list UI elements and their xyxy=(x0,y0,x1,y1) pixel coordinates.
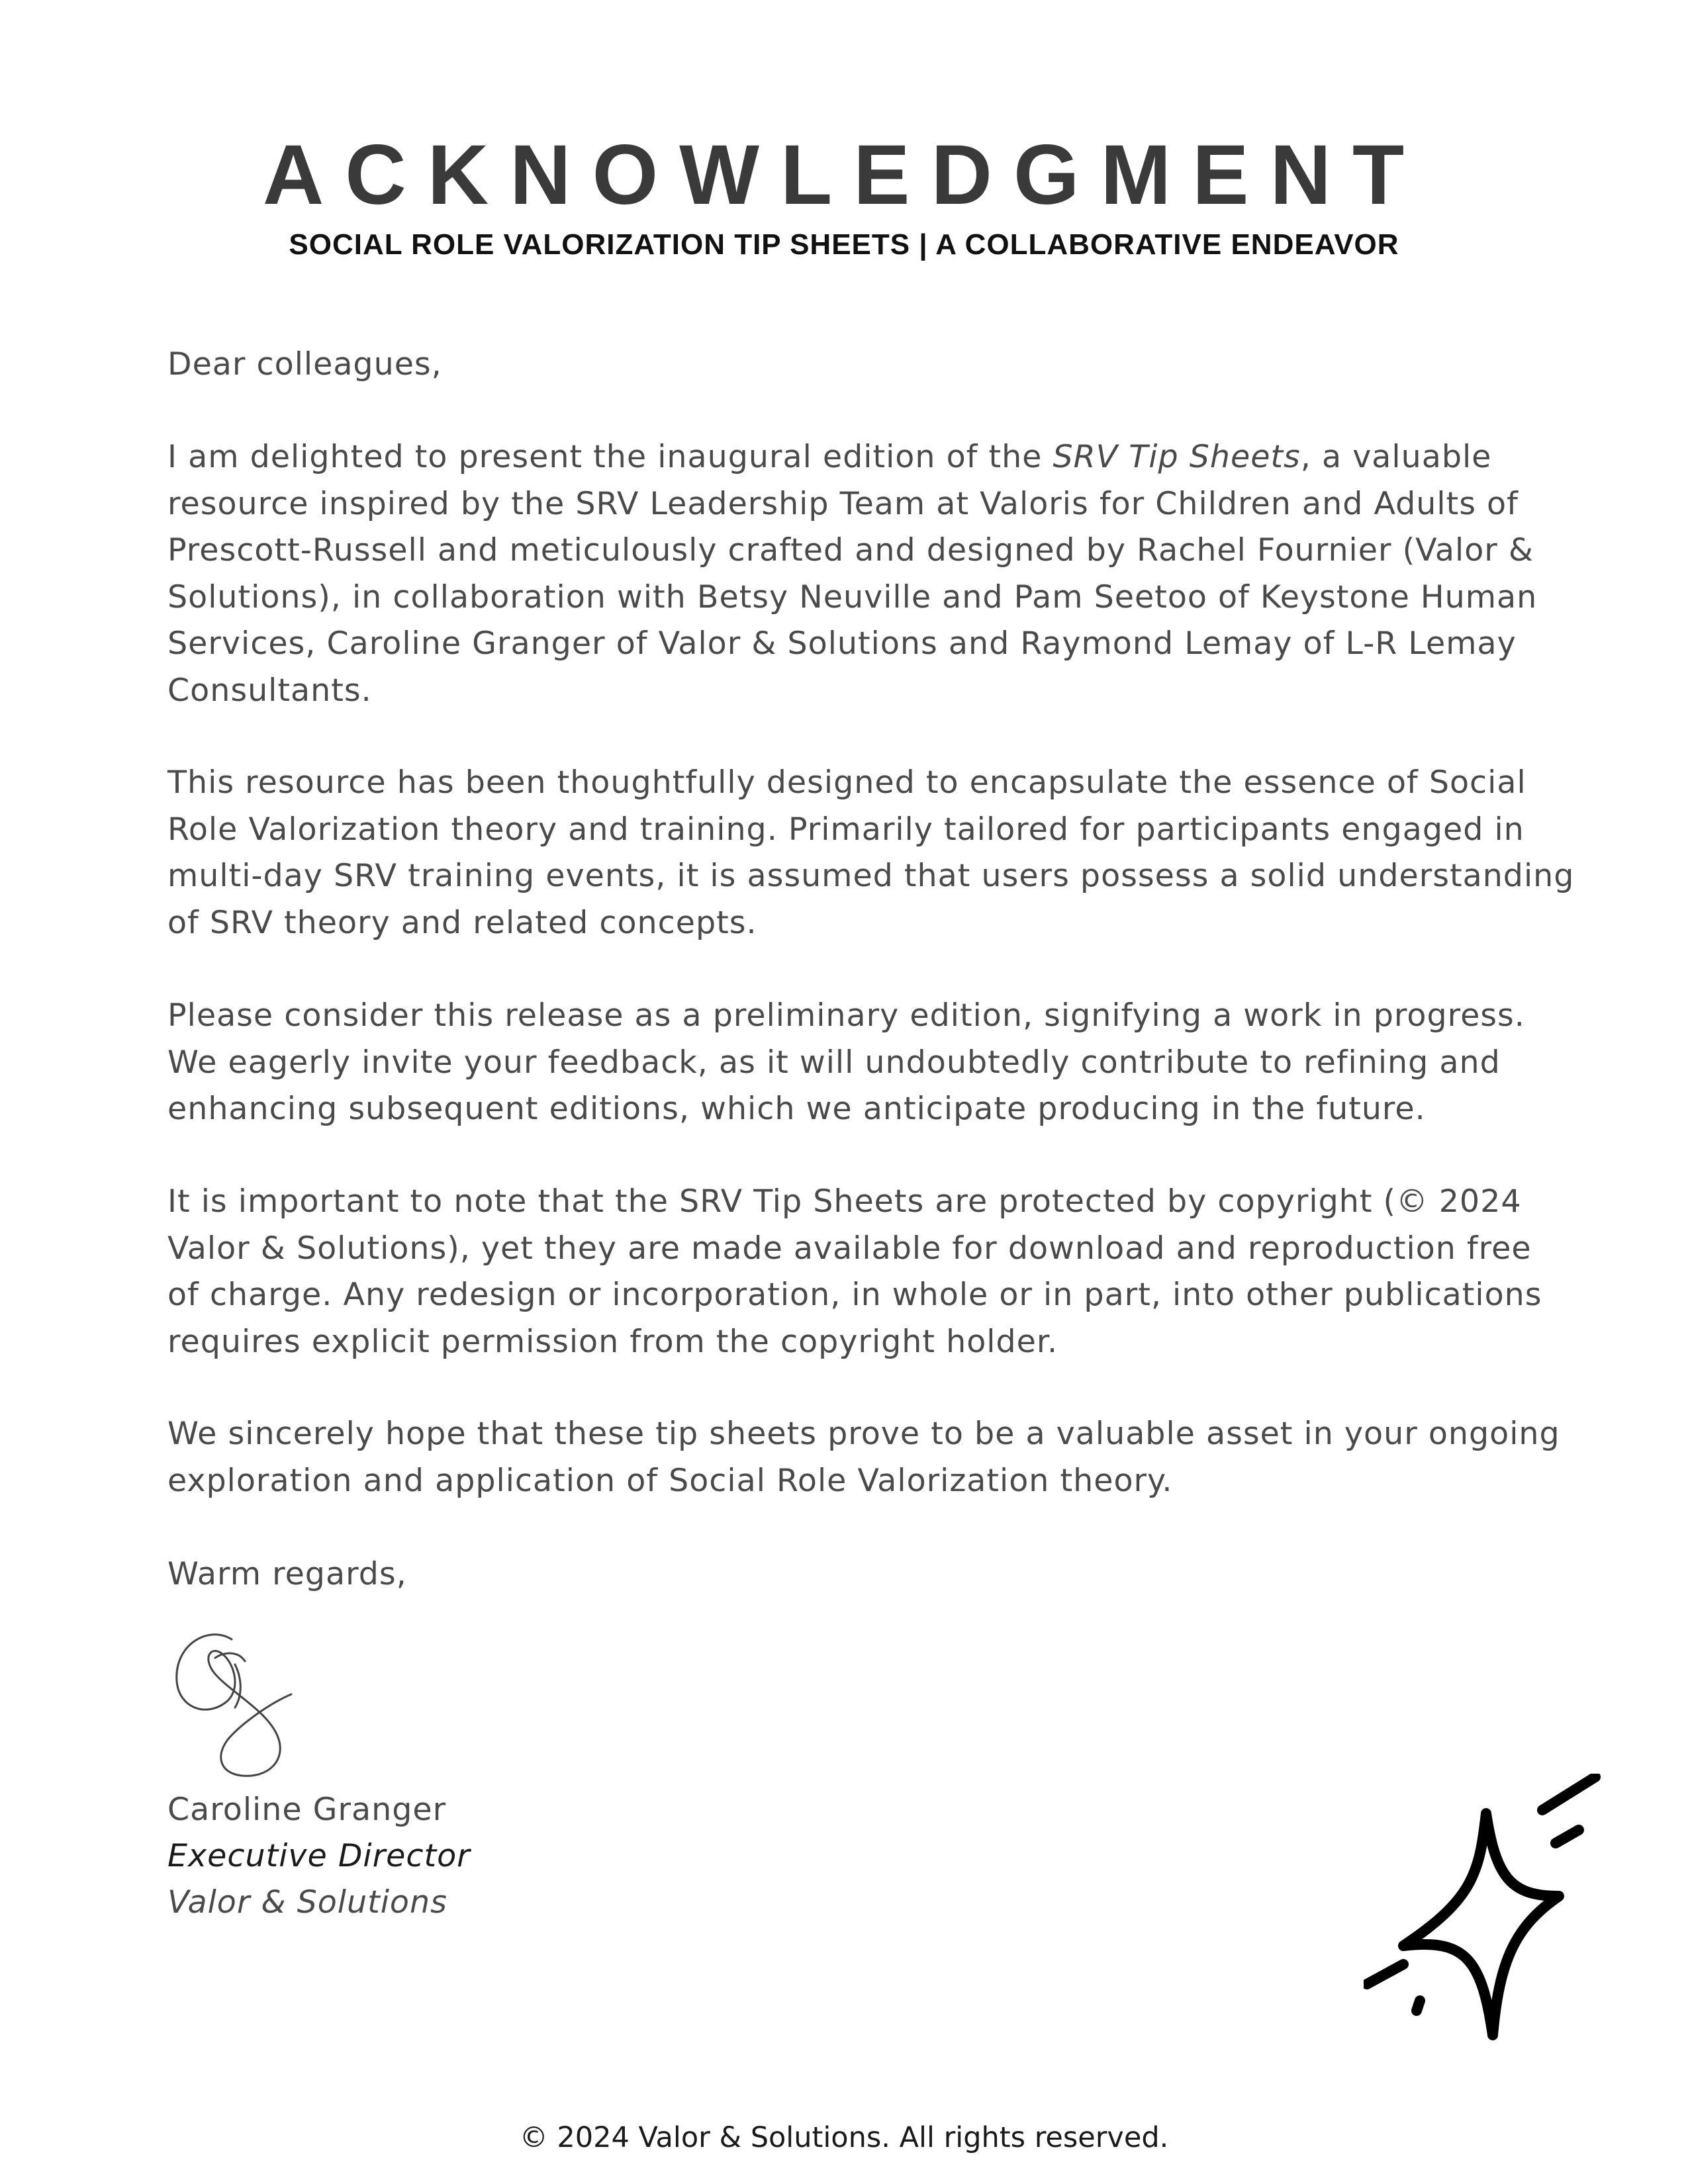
paragraph-copyright xyxy=(167,1179,1571,1365)
paragraph-line: Solutions), in collaboration with Betsy Neuville and Pam Seetoo of Keystone Human xyxy=(167,578,1538,615)
paragraph-line: multi-day SRV training events, it is assumed that users possess a solid understanding xyxy=(167,858,1575,894)
closing-line: Warm regards, xyxy=(167,1556,407,1592)
page-subtitle: SOCIAL ROLE VALORIZATION TIP SHEETS | A COLLABORATIVE ENDEAVOR xyxy=(289,228,1399,261)
salutation xyxy=(167,341,1571,388)
paragraph-intro xyxy=(167,434,1571,714)
paragraph-line: Consultants. xyxy=(167,672,372,709)
paragraph-line: resource inspired by the SRV Leadership Team at Valoris for Children and Adults of xyxy=(167,485,1519,522)
paragraph-purpose xyxy=(167,760,1575,946)
handwritten-signature-icon xyxy=(169,1625,314,1784)
paragraph-feedback xyxy=(167,993,1571,1133)
signatory-name: Caroline Granger xyxy=(167,1792,447,1828)
paragraph-line: of SRV theory and related concepts. xyxy=(167,904,757,941)
paragraph-line: Services, Caroline Granger of Valor & Solutions and Raymond Lemay of L-R Lemay xyxy=(167,625,1517,662)
paragraph-line: It is important to note that the SRV Tip Sheets are protected by copyright (© 2024 xyxy=(167,1183,1522,1220)
page-title: ACKNOWLEDGMENT xyxy=(262,128,1426,222)
paragraph-line: enhancing subsequent editions, which we anticipate producing in the future. xyxy=(167,1091,1426,1127)
sparkle-icon xyxy=(1364,1774,1615,2052)
paragraph-text: , a valuable xyxy=(1300,439,1492,475)
salutation-line: Dear colleagues, xyxy=(167,346,442,383)
paragraph-line: requires explicit permission from the copyright holder. xyxy=(167,1323,1058,1360)
footer-copyright: © 2024 Valor & Solutions. All rights reserved. xyxy=(519,2121,1169,2154)
paragraph-line: We eagerly invite your feedback, as it will undoubtedly contribute to refining and xyxy=(167,1044,1501,1081)
paragraph-line: Role Valorization theory and training. Primarily tailored for participants engaged in xyxy=(167,811,1524,848)
signatory-organization: Valor & Solutions xyxy=(167,1884,447,1921)
paragraph-text: I am delighted to present the inaugural edition of the xyxy=(167,439,1053,475)
publication-title: SRV Tip Sheets xyxy=(1053,439,1301,475)
signatory-title: Executive Director xyxy=(167,1838,471,1874)
paragraph-line: Valor & Solutions), yet they are made available for download and reproduction free xyxy=(167,1230,1532,1267)
paragraph-line: This resource has been thoughtfully designed to encapsulate the essence of Social xyxy=(167,764,1526,801)
closing xyxy=(167,1551,1571,1598)
paragraph-line: exploration and application of Social Role Valorization theory. xyxy=(167,1462,1173,1499)
paragraph-line: Prescott-Russell and meticulously crafted and designed by Rachel Fournier (Valor & xyxy=(167,532,1534,569)
paragraph-line: of charge. Any redesign or incorporation, in whole or in part, into other publications xyxy=(167,1277,1542,1313)
paragraph-hope xyxy=(167,1411,1571,1504)
paragraph-line: We sincerely hope that these tip sheets prove to be a valuable asset in your ongoing xyxy=(167,1416,1560,1452)
paragraph-line: Please consider this release as a preliminary edition, signifying a work in progress. xyxy=(167,997,1525,1034)
paragraph-line xyxy=(167,434,1571,481)
